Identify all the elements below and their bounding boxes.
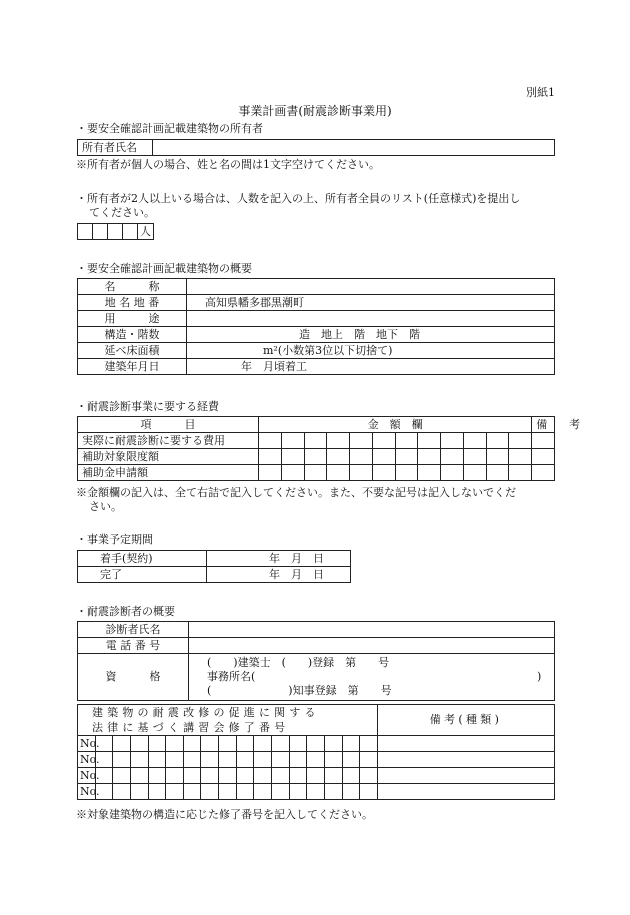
course-digit[interactable] — [342, 736, 360, 752]
cost-remark[interactable] — [532, 449, 555, 465]
course-digit[interactable] — [148, 736, 166, 752]
course-digit[interactable] — [360, 784, 378, 800]
building-heading: ・要安全確認計画記載建築物の概要 — [76, 262, 252, 275]
course-digit[interactable] — [219, 768, 237, 784]
amount-digit[interactable] — [327, 433, 350, 449]
cost-row — [78, 465, 555, 481]
amount-digit[interactable] — [486, 433, 509, 449]
course-digit[interactable] — [342, 752, 360, 768]
schedule-row — [78, 551, 351, 567]
amount-digit[interactable] — [327, 449, 350, 465]
amount-digit[interactable] — [395, 449, 418, 465]
building-row — [78, 279, 555, 295]
course-digit[interactable] — [254, 768, 272, 784]
qual-line-1: ( )建築士 ( )登録 第 号 — [207, 656, 390, 669]
cost-item: 補助金申請額 — [78, 465, 259, 481]
diagnoser-name-label: 診断者氏名 — [78, 622, 189, 638]
amount-digit[interactable] — [372, 449, 395, 465]
owner-count-digit[interactable] — [78, 224, 93, 240]
course-note: ※対象建築物の構造に応じた修了番号を記入してください。 — [76, 808, 373, 821]
course-header-line-2: 法律に基づく講習会修了番号 — [92, 721, 290, 734]
course-digit[interactable] — [166, 736, 184, 752]
course-no-label: No. — [78, 736, 96, 752]
cost-remark[interactable] — [532, 433, 555, 449]
course-digit[interactable] — [254, 736, 272, 752]
amount-digit[interactable] — [350, 449, 373, 465]
amount-digit[interactable] — [463, 433, 486, 449]
amount-digit[interactable] — [259, 449, 282, 465]
course-digit[interactable] — [289, 768, 307, 784]
course-digit[interactable] — [360, 768, 378, 784]
amount-digit[interactable] — [486, 449, 509, 465]
amount-digit[interactable] — [418, 449, 441, 465]
course-remark-header: 備考(種類) — [378, 705, 555, 736]
cost-note-1: ※金額欄の記入は、全て右詰で記入してください。また、不要な記号は記入しないでくだ — [76, 486, 516, 499]
building-row — [78, 311, 555, 327]
course-digit[interactable] — [236, 752, 254, 768]
amount-digit[interactable] — [372, 465, 395, 481]
course-digit[interactable] — [219, 752, 237, 768]
course-digit[interactable] — [166, 768, 184, 784]
course-digit[interactable] — [324, 736, 342, 752]
schedule-value[interactable]: 年 月 日 — [207, 551, 351, 567]
building-label: 構造・階数 — [78, 327, 187, 343]
schedule-row — [78, 567, 351, 583]
diagnoser-phone-label: 電 話 番 号 — [78, 638, 189, 654]
course-digit[interactable] — [166, 784, 184, 800]
course-digit[interactable] — [219, 784, 237, 800]
course-digit[interactable] — [254, 752, 272, 768]
schedule-label: 完了 — [78, 567, 207, 583]
building-value[interactable]: 造 地上 階 地下 階 — [187, 327, 555, 343]
course-digit[interactable] — [113, 784, 131, 800]
course-digit[interactable] — [289, 736, 307, 752]
course-digit[interactable] — [342, 768, 360, 784]
course-digit[interactable] — [254, 784, 272, 800]
cost-row — [78, 449, 555, 465]
amount-digit[interactable] — [395, 433, 418, 449]
diagnoser-row — [78, 638, 555, 654]
amount-digit[interactable] — [304, 433, 327, 449]
course-digit[interactable] — [272, 784, 290, 800]
diagnoser-qual-field[interactable] — [189, 654, 555, 701]
cost-table — [77, 416, 581, 481]
course-remark[interactable] — [378, 752, 555, 768]
amount-digit[interactable] — [463, 449, 486, 465]
course-digit[interactable] — [113, 736, 131, 752]
cost-heading: ・耐震診断事業に要する経費 — [76, 400, 219, 413]
course-digit[interactable] — [307, 768, 325, 784]
course-digit[interactable] — [183, 752, 201, 768]
amount-digit[interactable] — [509, 449, 532, 465]
owner-count-table — [77, 223, 154, 240]
cost-item: 実際に耐震診断に要する費用 — [78, 433, 259, 449]
amount-digit[interactable] — [441, 449, 464, 465]
course-digit[interactable] — [183, 784, 201, 800]
course-no-label: No. — [78, 768, 96, 784]
diagnoser-phone-field[interactable] — [189, 638, 555, 654]
cost-remark-header: 備 考 — [532, 417, 555, 433]
course-digit[interactable] — [272, 768, 290, 784]
course-digit[interactable] — [113, 768, 131, 784]
amount-digit[interactable] — [259, 433, 282, 449]
course-remark[interactable] — [378, 784, 555, 800]
annex-label: 別紙1 — [526, 86, 555, 99]
course-digit[interactable] — [272, 752, 290, 768]
course-digit[interactable] — [148, 768, 166, 784]
course-row — [78, 736, 555, 752]
course-digit[interactable] — [236, 784, 254, 800]
owner-count-digit[interactable] — [108, 224, 123, 240]
course-remark[interactable] — [378, 768, 555, 784]
building-row — [78, 295, 555, 311]
qual-line-2 — [207, 670, 550, 684]
course-digit[interactable] — [324, 768, 342, 784]
amount-digit[interactable] — [418, 465, 441, 481]
diagnoser-row — [78, 654, 555, 701]
schedule-value[interactable]: 年 月 日 — [207, 567, 351, 583]
course-digit[interactable] — [148, 784, 166, 800]
amount-digit[interactable] — [395, 465, 418, 481]
cost-note-2: さい。 — [89, 500, 122, 513]
cost-row — [78, 433, 555, 449]
building-label: 用 途 — [78, 311, 187, 327]
amount-digit[interactable] — [281, 433, 304, 449]
amount-digit[interactable] — [463, 465, 486, 481]
amount-digit[interactable] — [418, 433, 441, 449]
building-label: 地 名 地 番 — [78, 295, 187, 311]
course-digit[interactable] — [201, 768, 219, 784]
course-digit[interactable] — [307, 736, 325, 752]
course-digit[interactable] — [272, 736, 290, 752]
schedule-table — [77, 550, 351, 583]
course-row — [78, 752, 555, 768]
course-digit[interactable] — [307, 752, 325, 768]
diagnoser-table — [77, 621, 555, 701]
course-digit[interactable] — [360, 736, 378, 752]
course-digit[interactable] — [183, 768, 201, 784]
course-table — [77, 704, 555, 800]
course-digit[interactable] — [183, 736, 201, 752]
building-row — [78, 359, 555, 375]
course-digit[interactable] — [219, 736, 237, 752]
course-row — [78, 768, 555, 784]
amount-digit[interactable] — [304, 465, 327, 481]
course-digit[interactable] — [130, 736, 148, 752]
course-digit[interactable] — [289, 752, 307, 768]
amount-digit[interactable] — [441, 465, 464, 481]
course-digit[interactable] — [236, 768, 254, 784]
course-number-header — [78, 705, 378, 736]
cost-amount-header: 金 額 欄 — [259, 417, 532, 433]
amount-digit[interactable] — [259, 465, 282, 481]
owner-heading: ・要安全確認計画記載建築物の所有者 — [76, 122, 263, 135]
owner-name-label: 所有者氏名 — [78, 140, 153, 156]
office-name-close: ) — [537, 670, 542, 683]
course-digit[interactable] — [307, 784, 325, 800]
amount-digit[interactable] — [350, 433, 373, 449]
amount-digit[interactable] — [327, 465, 350, 481]
building-value[interactable] — [187, 311, 555, 327]
course-digit[interactable] — [113, 752, 131, 768]
course-digit[interactable] — [148, 752, 166, 768]
building-row — [78, 327, 555, 343]
course-digit[interactable] — [201, 736, 219, 752]
cost-item-header: 項 目 — [78, 417, 259, 433]
course-no-label: No. — [78, 784, 96, 800]
course-header-line-1: 建築物の耐震改修の促進に関する — [92, 706, 320, 719]
building-table — [77, 278, 555, 375]
owner-count-digit[interactable] — [123, 224, 138, 240]
building-row — [78, 343, 555, 359]
building-label: 名 称 — [78, 279, 187, 295]
building-value[interactable]: 年 月頃着工 — [187, 359, 555, 375]
owner-count-unit: 人 — [138, 224, 154, 240]
course-digit[interactable] — [342, 784, 360, 800]
course-header-row — [78, 705, 555, 736]
course-digit[interactable] — [236, 736, 254, 752]
building-value[interactable]: 高知県幡多郡黒潮町 — [187, 295, 555, 311]
amount-digit[interactable] — [350, 465, 373, 481]
course-remark[interactable] — [378, 736, 555, 752]
owner-count-digit[interactable] — [93, 224, 108, 240]
course-no-label: No. — [78, 752, 96, 768]
course-digit[interactable] — [324, 784, 342, 800]
course-digit[interactable] — [201, 752, 219, 768]
owner-multi-note-2: てください。 — [89, 206, 155, 219]
diagnoser-heading: ・耐震診断者の概要 — [76, 605, 175, 618]
course-digit[interactable] — [289, 784, 307, 800]
schedule-heading: ・事業予定期間 — [76, 533, 153, 546]
course-digit[interactable] — [130, 752, 148, 768]
owner-name-field[interactable] — [153, 140, 555, 156]
course-digit[interactable] — [130, 784, 148, 800]
course-digit[interactable] — [130, 768, 148, 784]
diagnoser-row — [78, 622, 555, 638]
course-digit[interactable] — [201, 784, 219, 800]
cost-item: 補助対象限度額 — [78, 449, 259, 465]
amount-digit[interactable] — [281, 449, 304, 465]
building-value[interactable] — [187, 279, 555, 295]
owner-name-table — [77, 139, 555, 156]
course-row — [78, 784, 555, 800]
owner-name-note: ※所有者が個人の場合、姓と名の間は1文字空けてください。 — [76, 158, 380, 171]
amount-digit[interactable] — [372, 433, 395, 449]
qual-line-3: ( )知事登録 第 号 — [207, 684, 392, 697]
amount-digit[interactable] — [441, 433, 464, 449]
diagnoser-qual-label: 資 格 — [78, 654, 189, 701]
cost-remark[interactable] — [532, 465, 555, 481]
schedule-label: 着手(契約) — [78, 551, 207, 567]
amount-digit[interactable] — [486, 465, 509, 481]
owner-multi-note-1: ・所有者が2人以上いる場合は、人数を記入の上、所有者全員のリスト(任意様式)を提出し — [76, 192, 521, 205]
amount-digit[interactable] — [304, 449, 327, 465]
course-digit[interactable] — [166, 752, 184, 768]
building-label: 延べ床面積 — [78, 343, 187, 359]
course-digit[interactable] — [360, 752, 378, 768]
amount-digit[interactable] — [509, 433, 532, 449]
page-title: 事業計画書(耐震診断事業用) — [238, 104, 392, 118]
building-label: 建築年月日 — [78, 359, 187, 375]
amount-digit[interactable] — [509, 465, 532, 481]
course-digit[interactable] — [324, 752, 342, 768]
building-value[interactable]: m²(小数第3位以下切捨て) — [187, 343, 555, 359]
amount-digit[interactable] — [281, 465, 304, 481]
cost-header-row — [78, 417, 555, 433]
office-name-label: 事務所名( — [207, 670, 256, 683]
diagnoser-name-field[interactable] — [189, 622, 555, 638]
